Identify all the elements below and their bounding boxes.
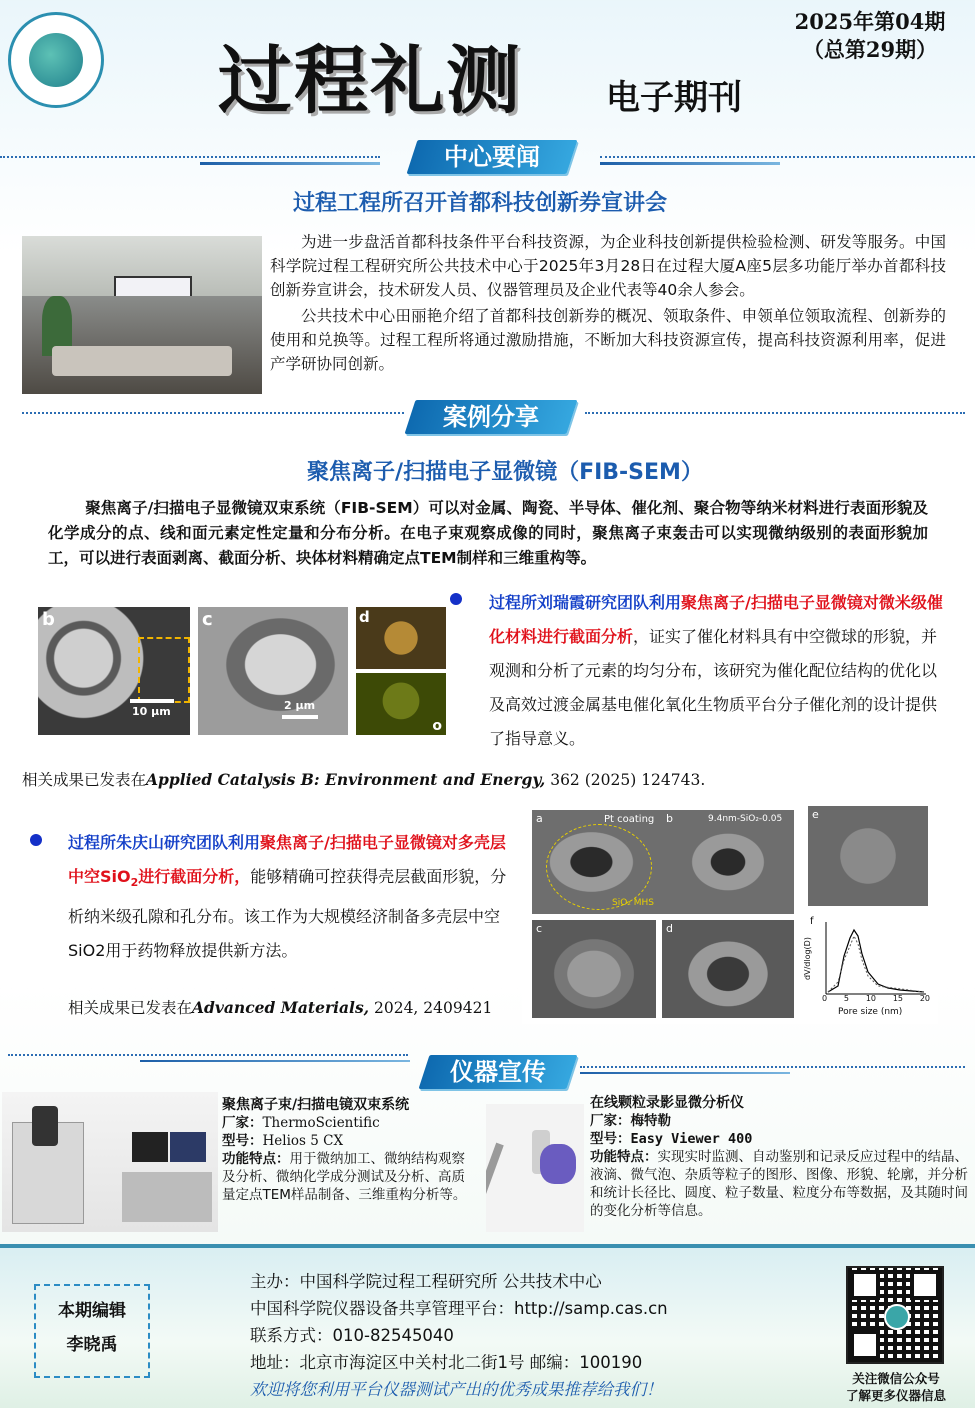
label: 型号： (590, 1131, 631, 1147)
instrument-2-maker: 梅特勒 (630, 1113, 671, 1129)
x-tick: 0 (822, 994, 828, 1003)
issue-line-2: （总第29期） (802, 37, 938, 62)
instrument-1-model: Helios 5 CX (262, 1133, 344, 1149)
news-paragraph-2: 公共技术中心田丽艳介绍了首都科技创新券的概况、领取条件、申领单位领取流程、创新券的使用和兑换等。过程工程所将通过激励措施，不断加大科技资源宣传，提高科技资源利用率，促进产学研协同创新。 (270, 307, 946, 373)
section-banner-instruments: 仪器宣传 (418, 1055, 577, 1089)
footer-platform: 中国科学院仪器设备共享管理平台：http://samp.cas.cn (250, 1299, 668, 1318)
item1-desc: ，证实了催化材料具有中空微球的形貌，并观测和分析了元素的均匀分布，该研究为催化配位结构的优化以及高效过渡金属基电催化氧化生物质平台分子催化剂的设计提供了指导意义。 (489, 627, 938, 748)
instrument-1-info (222, 1096, 478, 1204)
instrument-1-name: 聚焦离子束/扫描电镜双束系统 (222, 1097, 410, 1113)
panel-label: f (810, 916, 814, 927)
pore-size-plot (808, 916, 934, 1006)
panel-annotation: 9.4nm-SiO₂-0.05 (708, 814, 783, 824)
news-title: 过程工程所召开首都科技创新券宣讲会 (292, 191, 667, 216)
case-item-2 (68, 826, 516, 968)
chart-y-label: dV/dlog(D) (802, 937, 812, 980)
section-banner-cases: 案例分享 (404, 400, 577, 434)
pub-prefix: 相关成果已发表在 (68, 999, 193, 1017)
panel-label: e (812, 808, 819, 821)
panel-annotation: Pt coating (604, 814, 655, 825)
panel-label: b (42, 609, 55, 630)
footer-divider (0, 1244, 975, 1248)
divider (200, 162, 380, 165)
footer-host: 主办：中国科学院过程工程研究所 公共技术中心 (250, 1272, 602, 1291)
panel-label: d (666, 922, 673, 935)
divider (585, 412, 965, 417)
fib-panel-b (662, 810, 794, 914)
item2-method-end: 进行截面分析， (138, 867, 251, 886)
divider (140, 1060, 410, 1062)
fib-panel-a (532, 810, 664, 914)
pub-journal: Advanced Materials, (192, 998, 370, 1017)
sem-panel-c (198, 607, 348, 735)
panel-label: d (359, 608, 370, 626)
sem-panel-b (38, 607, 190, 735)
divider (580, 1066, 965, 1071)
panel-label: c (536, 922, 543, 935)
bullet-dot (450, 593, 462, 605)
scale-bar (130, 699, 174, 703)
item2-team: 过程所朱庆山研究团队利用 (68, 833, 261, 852)
scale-label: 2 μm (284, 699, 316, 712)
chart-x-ticks (822, 994, 930, 1003)
x-tick: 10 (865, 994, 876, 1003)
news-paragraph-1: 为进一步盘活首都科技条件平台科技资源，为企业科技创新提供检验检测、研发等服务。中国科学院过程工程研究所公共技术中心于2025年3月28日在过程大厦A座5层多功能厅举办首都科技创新券宣讲会，技术研发人员、仪器管理员及企业代表等40余人参会。 (270, 233, 946, 299)
case-item-1 (489, 586, 949, 756)
label: 厂家： (222, 1115, 263, 1131)
item2-method: 聚焦离子/扫描电子显微镜对多壳层中空SiO (68, 833, 506, 886)
pore-size-chart (802, 914, 934, 1022)
panel-annotation: SiO₂ MHS (612, 898, 655, 908)
item1-method: 聚焦离子/扫描电子显微镜对微米级催化材料进行截面分析 (489, 593, 943, 646)
instrument-2-name: 在线颗粒录影显微分析仪 (590, 1095, 744, 1111)
chart-x-label: Pore size (nm) (838, 1007, 903, 1017)
label: 功能特点： (590, 1149, 658, 1165)
item1-team: 过程所刘瑞霞研究团队利用 (489, 593, 682, 612)
wechat-qr-code (846, 1266, 944, 1364)
item2-desc: 能够精确可控获得壳层截面形貌，分析纳米级孔隙和孔分布。该工作为大规模经济制备多壳层中空SiO2用于药物释放提供新方法。 (68, 867, 507, 961)
section-banner-news: 中心要闻 (406, 140, 577, 174)
editor-box (34, 1284, 150, 1378)
pub-journal: Applied Catalysis B: Environment and Energy, (146, 770, 546, 789)
masthead-subtitle: 电子期刊 (606, 78, 742, 118)
figure-catalyst-sem (38, 607, 446, 735)
instrument-2-info (590, 1094, 968, 1220)
pub-prefix: 相关成果已发表在 (22, 771, 147, 789)
instrument-1-features: 用于微纳加工、微纳结构观察及分析、微纳化学成分测试及分析、高质量定点TEM样品制备、三维重构分析等。 (222, 1151, 467, 1203)
fib-panel-c (532, 920, 656, 1018)
footer-welcome: 欢迎将您利用平台仪器测试产出的优秀成果推荐给我们！ (250, 1380, 663, 1399)
masthead-title: 过程礼测 (218, 38, 522, 124)
x-tick: 20 (919, 994, 930, 1003)
divider (0, 156, 380, 161)
fib-panel-e (808, 806, 928, 906)
institute-logo (8, 12, 104, 108)
issue-number (780, 8, 960, 64)
bullet-dot (30, 834, 42, 846)
issue-line-1: 2025年第04期 (794, 9, 946, 34)
case-intro: 聚焦离子/扫描电子显微镜双束系统（FIB-SEM）可以对金属、陶瓷、半导体、催化剂、聚合物等纳米材料进行表面形貌及化学成分的点、线和面元素定性定量和分布分析。在电子束观察成像的同时，聚焦离子束轰击可以实现微纳级别的表面形貌加工，可以进行表面剥离、截面分析、块体材料精确定点TEM制样和三维重构等。 (48, 499, 928, 567)
pub-ref: 2024, 2409421 (369, 999, 493, 1017)
panel-label: b (666, 812, 673, 825)
label: 厂家： (590, 1113, 631, 1129)
scale-bar (282, 715, 318, 719)
zoom-box (138, 637, 190, 703)
eds-map-d (356, 607, 446, 669)
case-title: 聚焦离子/扫描电子显微镜（FIB-SEM） (307, 460, 703, 485)
divider (8, 1054, 408, 1059)
divider (22, 412, 404, 417)
footer-address: 地址：北京市海淀区中关村北二街1号 邮编：100190 (250, 1353, 643, 1372)
figure-sio2-fib (522, 802, 938, 1024)
fib-panel-d (662, 920, 794, 1018)
panel-label: a (536, 812, 543, 825)
instrument-2-features: 实现实时监测、自动鉴别和记录反应过程中的结晶、液滴、微气泡、杂质等粒子的图形、图像、形貌、轮廓，并分析和统计长径比、圆度、粒子数量、粒度分布等数据，及其随时间的变化分析等信息。 (590, 1149, 968, 1219)
label: 功能特点： (222, 1151, 290, 1167)
item2-subscript: 2 (130, 876, 139, 890)
pub-ref: 362 (2025) 124743. (545, 771, 706, 789)
fib-sem-instrument-photo (2, 1092, 218, 1232)
instrument-2-model: Easy Viewer 400 (630, 1131, 753, 1147)
qr-caption (826, 1370, 966, 1404)
instrument-1-maker: ThermoScientific (262, 1115, 380, 1131)
divider (600, 156, 975, 161)
item1-publication (22, 768, 922, 790)
editor-name: 李晓禹 (66, 1335, 118, 1355)
footer-contact: 联系方式：010-82545040 (250, 1326, 454, 1345)
qr-caption-line-2: 了解更多仪器信息 (845, 1388, 946, 1403)
editor-label: 本期编辑 (58, 1301, 126, 1321)
eds-map-o (356, 673, 446, 735)
divider (600, 162, 780, 165)
scale-label: 10 μm (132, 705, 171, 718)
panel-label: c (202, 609, 213, 630)
divider (580, 1072, 790, 1074)
x-tick: 5 (843, 994, 849, 1003)
qr-caption-line-1: 关注微信公众号 (852, 1371, 940, 1386)
panel-label: o (432, 718, 442, 734)
label: 型号： (222, 1133, 263, 1149)
particle-viewer-photo (486, 1104, 584, 1232)
meeting-photo (22, 236, 262, 394)
item2-publication (68, 996, 518, 1018)
x-tick: 15 (892, 994, 903, 1003)
